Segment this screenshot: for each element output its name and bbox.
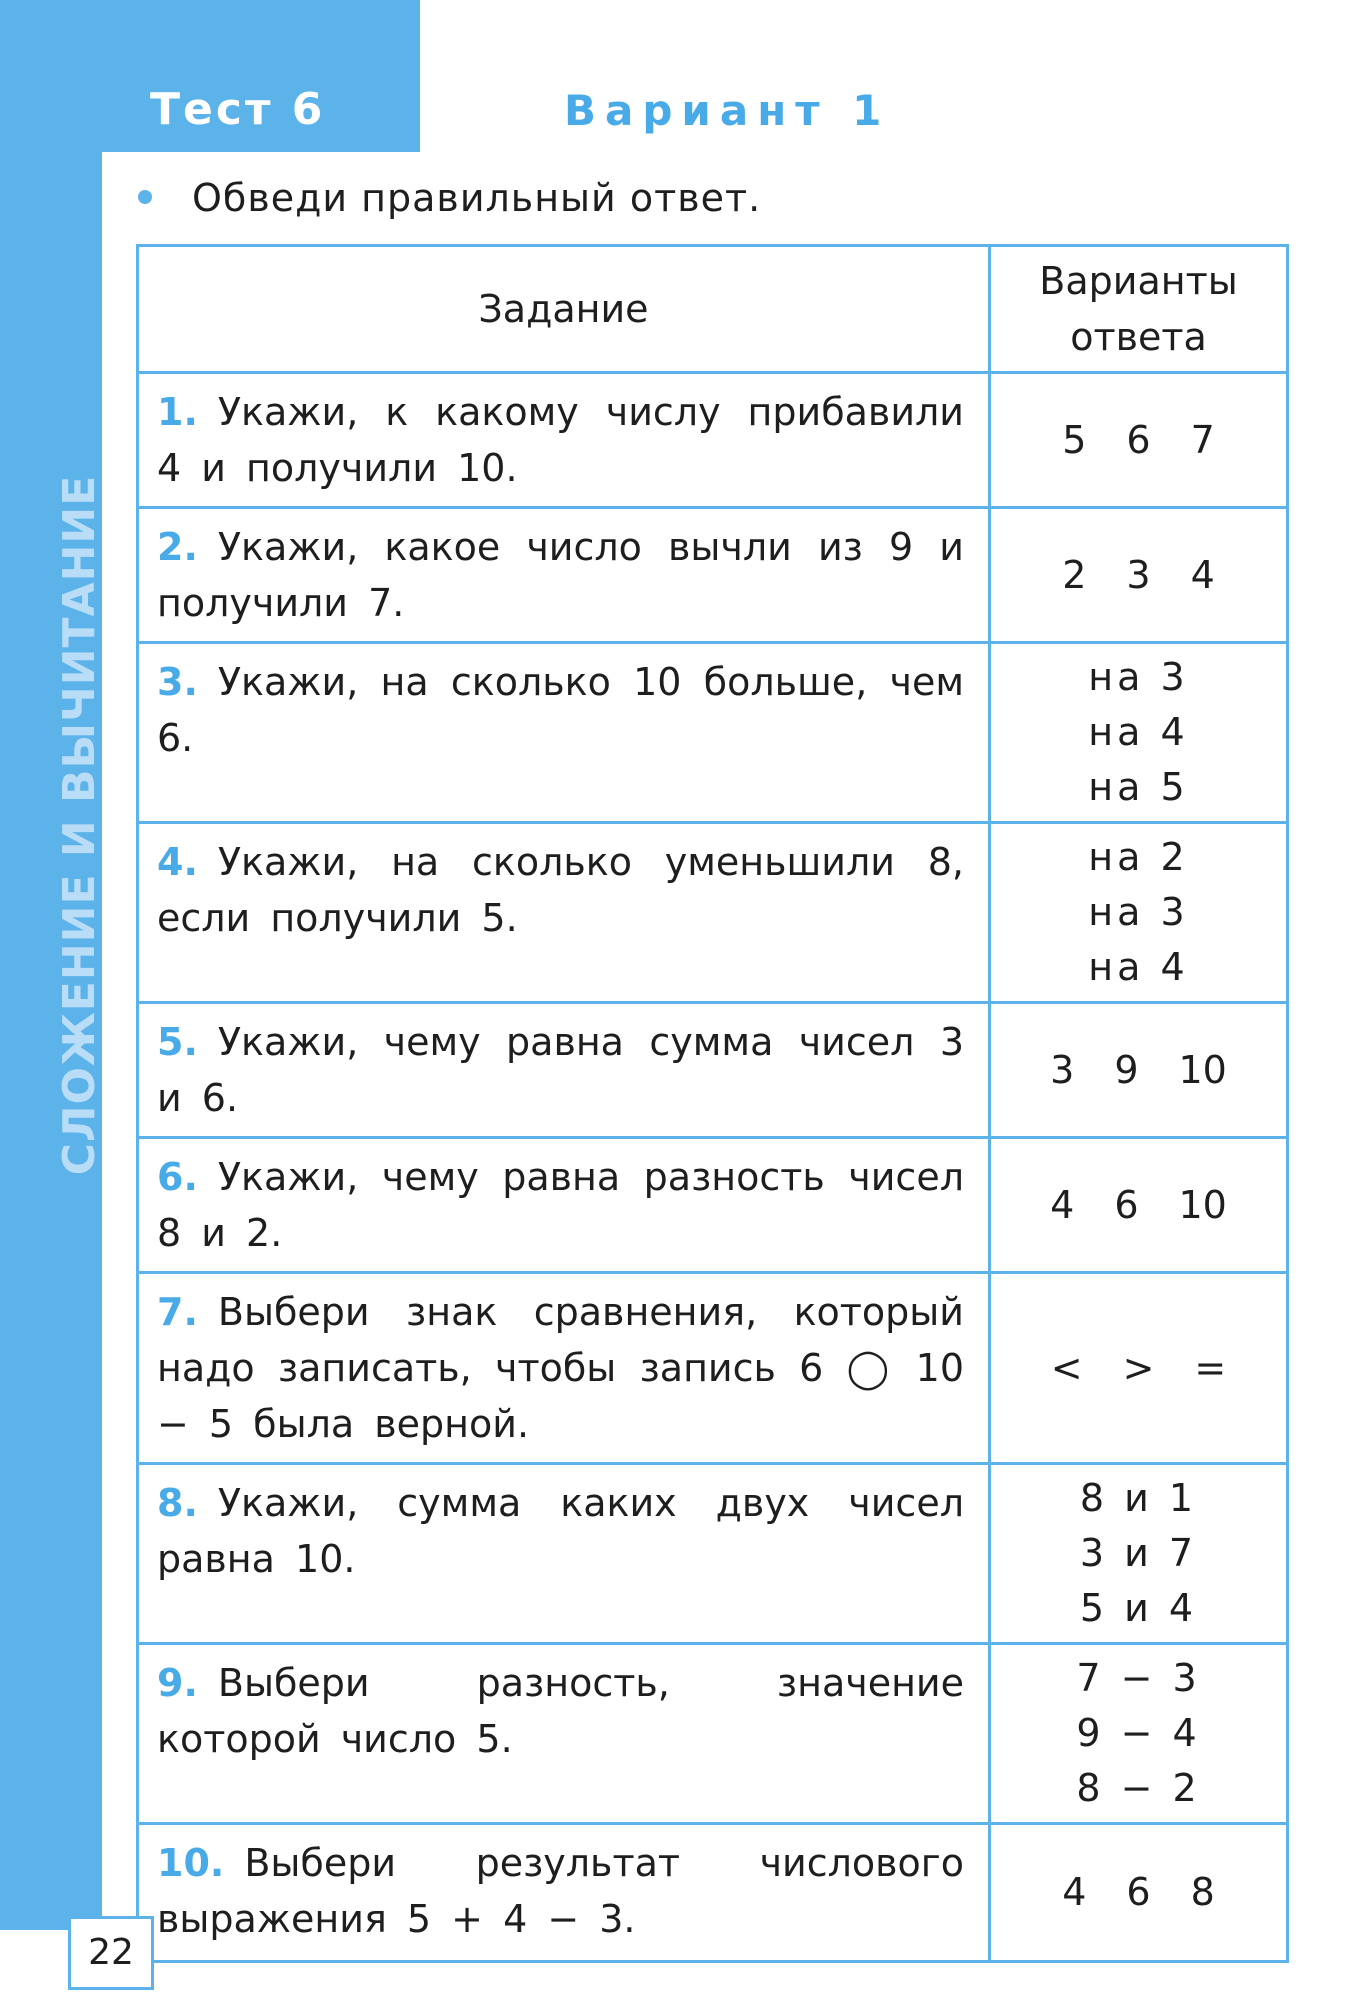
section-side-title: СЛОЖЕНИЕ И ВЫЧИТАНИЕ [54, 474, 105, 1176]
answer-cell [990, 1644, 1288, 1824]
answer-option[interactable]: на 5 [1088, 765, 1189, 809]
answer-option[interactable]: на 2 [1088, 835, 1189, 879]
task-text [157, 384, 964, 496]
table-row [138, 373, 1288, 508]
answer-option[interactable]: 5 и 4 [1079, 1586, 1198, 1630]
answer-option[interactable]: на 3 [1088, 655, 1189, 699]
variant-title: Вариант 1 [564, 86, 891, 135]
task-cell [138, 823, 990, 1003]
answer-cell [990, 508, 1288, 643]
answer-option[interactable]: 2 [1062, 552, 1087, 597]
task-number: 8. [157, 1481, 198, 1525]
table-row [138, 1138, 1288, 1273]
task-question: Укажи, чему равна сумма чисел 3 и 6. [157, 1020, 964, 1120]
task-cell [138, 1003, 990, 1138]
answer-option[interactable]: 5 [1062, 417, 1087, 462]
task-question: Укажи, какое число вычли из 9 и получили 7. [157, 525, 964, 625]
test-title: Тест 6 [150, 84, 326, 135]
task-number: 6. [157, 1155, 198, 1199]
answer-option[interactable]: на 4 [1088, 945, 1189, 989]
page-number: 22 [68, 1916, 154, 1990]
task-question: Укажи, на сколько уменьшили 8, если получили 5. [157, 840, 964, 940]
task-text [157, 1835, 964, 1947]
table-row [138, 1464, 1288, 1644]
task-cell [138, 1138, 990, 1273]
answer-cell [990, 823, 1288, 1003]
answer-option[interactable]: 7 [1190, 417, 1215, 462]
task-number: 2. [157, 525, 198, 569]
task-question: Укажи, сумма каких двух чисел равна 10. [157, 1481, 964, 1581]
table-row [138, 1824, 1288, 1962]
task-text [157, 1284, 964, 1452]
task-question: Выбери знак сравнения, который надо записать, чтобы запись 6 ◯ 10 − 5 была верной. [157, 1290, 964, 1446]
task-cell [138, 643, 990, 823]
task-number: 1. [157, 390, 198, 434]
answer-option[interactable]: 3 и 7 [1079, 1531, 1198, 1575]
answer-option[interactable]: = [1194, 1345, 1227, 1390]
table-header-row [138, 246, 1288, 373]
task-question: Укажи, на сколько 10 больше, чем 6. [157, 660, 964, 760]
answer-option[interactable]: 8 [1190, 1870, 1215, 1914]
answer-option[interactable]: 7 − 3 [1076, 1656, 1201, 1700]
answer-option[interactable]: 3 [1050, 1047, 1075, 1092]
answer-option[interactable]: 10 [1178, 1182, 1227, 1227]
answer-option[interactable]: 8 − 2 [1076, 1766, 1201, 1810]
answer-option[interactable]: 9 [1114, 1047, 1139, 1092]
bullet-icon [138, 190, 152, 204]
answer-cell [990, 1464, 1288, 1644]
table-row [138, 643, 1288, 823]
col-header-task: Задание [138, 246, 990, 373]
answer-option[interactable]: 3 [1126, 552, 1151, 597]
col-header-answers-text: Варианты ответа [1039, 259, 1238, 359]
table-row [138, 1003, 1288, 1138]
answer-option[interactable]: 4 [1062, 1870, 1087, 1914]
answer-cell [990, 1824, 1288, 1962]
table-row [138, 508, 1288, 643]
answer-cell [990, 373, 1288, 508]
task-cell [138, 373, 990, 508]
task-cell [138, 1464, 990, 1644]
answer-cell [990, 1273, 1288, 1464]
task-number: 7. [157, 1290, 198, 1334]
instruction [138, 176, 761, 220]
col-header-answers [990, 246, 1288, 373]
task-cell [138, 1824, 990, 1962]
answer-option[interactable]: 6 [1114, 1182, 1139, 1227]
task-cell [138, 508, 990, 643]
answer-option[interactable]: 8 и 1 [1079, 1476, 1198, 1520]
answer-option[interactable]: 4 [1050, 1182, 1075, 1227]
task-question: Выбери разность, значение которой число 5. [157, 1661, 964, 1761]
answer-cell [990, 1003, 1288, 1138]
task-question: Укажи, к какому числу прибавили 4 и получили 10. [157, 390, 964, 490]
answer-cell [990, 1138, 1288, 1273]
task-number: 4. [157, 840, 198, 884]
task-text [157, 1655, 964, 1767]
task-cell [138, 1644, 990, 1824]
answer-option[interactable]: 9 − 4 [1076, 1711, 1201, 1755]
task-number: 5. [157, 1020, 198, 1064]
task-question: Укажи, чему равна разность чисел 8 и 2. [157, 1155, 964, 1255]
task-text [157, 1475, 964, 1587]
instruction-text: Обведи правильный ответ. [192, 176, 762, 220]
answer-option[interactable]: на 3 [1088, 890, 1189, 934]
answer-option[interactable]: 10 [1178, 1047, 1227, 1092]
answer-option[interactable]: > [1122, 1345, 1155, 1390]
answer-option[interactable]: 6 [1126, 1870, 1151, 1914]
table-row [138, 1273, 1288, 1464]
answer-option[interactable]: 6 [1126, 417, 1151, 462]
task-text [157, 1014, 964, 1126]
answer-cell [990, 643, 1288, 823]
answer-option[interactable]: < [1050, 1345, 1083, 1390]
task-table [136, 244, 1289, 1963]
task-number: 10. [157, 1841, 225, 1885]
task-text [157, 654, 964, 766]
table-row [138, 1644, 1288, 1824]
task-number: 9. [157, 1661, 198, 1705]
task-text [157, 834, 964, 946]
answer-option[interactable]: 4 [1190, 552, 1215, 597]
answer-option[interactable]: на 4 [1088, 710, 1189, 754]
task-question: Выбери результат числового выражения 5 + 4 − 3. [157, 1841, 964, 1941]
task-text [157, 1149, 964, 1261]
task-number: 3. [157, 660, 198, 704]
table-row [138, 823, 1288, 1003]
task-text [157, 519, 964, 631]
task-cell [138, 1273, 990, 1464]
